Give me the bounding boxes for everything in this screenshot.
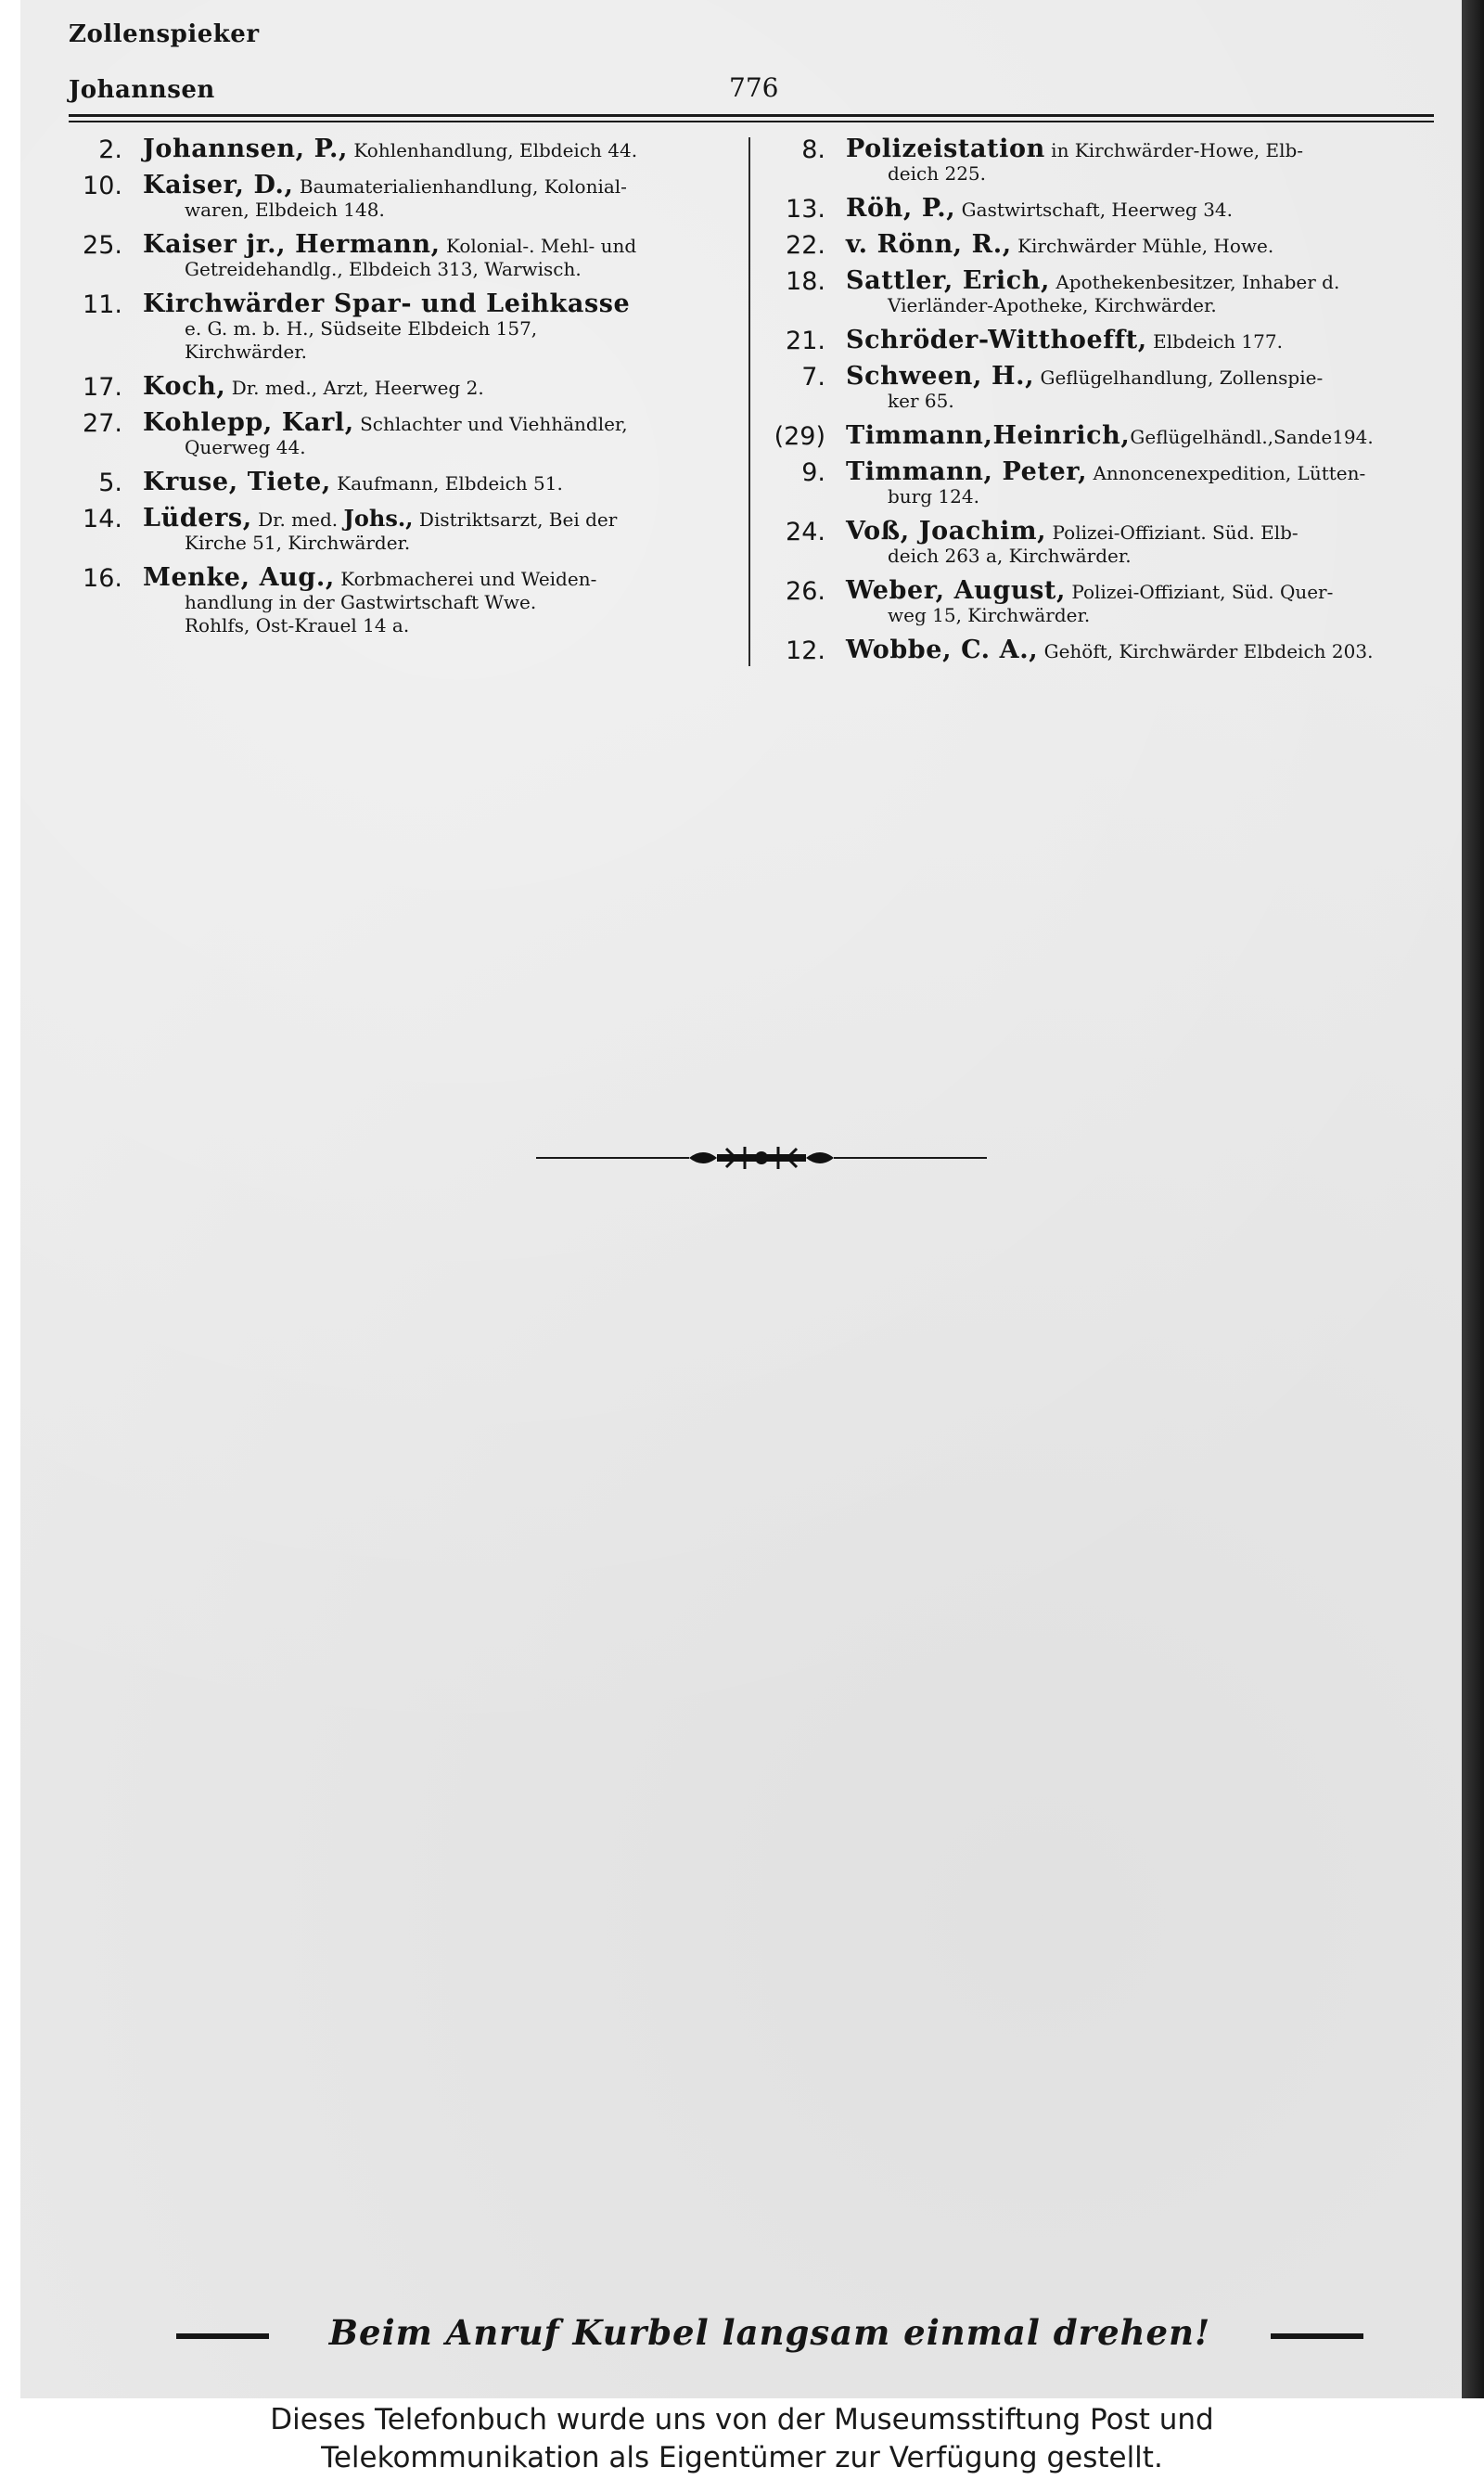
subscriber-details-cont: burg 124. <box>888 485 979 508</box>
footer-dash-right <box>1271 2333 1363 2339</box>
listing-entry <box>772 230 1438 260</box>
line-number: 11. <box>83 290 122 319</box>
subscriber-name: Röh, P., <box>846 194 956 223</box>
left-column <box>69 137 730 649</box>
subscriber-details: Distriktsarzt, Bei der <box>418 508 618 531</box>
subscriber-name: Kirchwärder Spar- und Leihkasse <box>143 289 631 318</box>
subscriber-name: v. Rönn, R., <box>846 230 1012 259</box>
line-number: 10. <box>83 172 122 200</box>
subscriber-details-cont: deich 225. <box>888 162 987 185</box>
subscriber-name: Weber, August, <box>846 576 1066 605</box>
ornament-divider-icon <box>536 1143 987 1173</box>
subscriber-details: Elbdeich 177. <box>1153 330 1283 353</box>
listing-entry <box>69 470 730 495</box>
line-number: 25. <box>83 231 122 260</box>
listing-entry <box>772 517 1438 568</box>
subscriber-details-cont: Querweg 44. <box>185 436 306 458</box>
header-rule-double <box>69 121 1434 122</box>
listing-entry <box>772 194 1438 224</box>
running-head-place: Zollenspieker <box>69 20 260 48</box>
subscriber-name: Wobbe, C. A., <box>846 636 1039 664</box>
subscriber-details: Dr. med. <box>258 508 339 531</box>
subscriber-details: Kaufmann, Elbdeich 51. <box>337 472 563 495</box>
line-number: 16. <box>83 564 122 593</box>
subscriber-name: Koch, <box>143 372 226 401</box>
line-number: 12. <box>786 636 825 665</box>
subscriber-name: Voß, Joachim, <box>846 517 1047 546</box>
line-number: 17. <box>83 373 122 402</box>
subscriber-details-cont: ker 65. <box>888 390 954 412</box>
subscriber-details: Kolonial-. Mehl- und <box>445 235 637 257</box>
subscriber-name: Schröder-Witthoefft, <box>846 326 1147 354</box>
footer-instruction <box>176 2312 1363 2358</box>
header-rule <box>69 114 1434 117</box>
line-number: 21. <box>786 327 825 355</box>
subscriber-details: Baumaterialienhandlung, Kolonial- <box>299 175 627 198</box>
line-number: 13. <box>786 195 825 224</box>
subscriber-name: Sattler, Erich, <box>846 266 1050 295</box>
subscriber-details-cont: Vierländer-Apotheke, Kirchwärder. <box>888 294 1217 316</box>
listing-entry <box>772 328 1438 353</box>
subscriber-name: Schween, H., <box>846 362 1035 391</box>
listing-entry <box>69 563 730 637</box>
listing-entry <box>772 457 1438 508</box>
subscriber-details: Gehöft, Kirchwärder Elbdeich 203. <box>1043 640 1374 662</box>
subscriber-details-cont: Rohlfs, Ost-Krauel 14 a. <box>185 614 410 636</box>
subscriber-details: Polizei-Offiziant, Süd. Quer- <box>1071 581 1334 603</box>
subscriber-name: Johannsen, P., <box>143 135 349 163</box>
subscriber-details-cont: e. G. m. b. H., Südseite Elbdeich 157, <box>185 317 538 340</box>
line-number: 14. <box>83 505 122 533</box>
subscriber-details-cont: Kirchwärder. <box>185 341 307 363</box>
listing-entry <box>69 289 730 364</box>
subscriber-details: Geflügelhandlung, Zollenspie- <box>1040 366 1324 389</box>
listing-entry <box>772 137 1438 186</box>
subscriber-details: in Kirchwärder-Howe, Elb- <box>1051 139 1304 161</box>
subscriber-name: Kaiser, D., <box>143 171 294 199</box>
subscriber-name: Lüders, <box>143 504 252 533</box>
subscriber-details: Annoncenexpedition, Lütten- <box>1093 462 1366 484</box>
running-head-surname: Johannsen <box>69 76 215 104</box>
listing-entry <box>772 362 1438 413</box>
footer-instruction-text: Beim Anruf Kurbel langsam einmal drehen! <box>328 2312 1211 2353</box>
subscriber-details: Geflügelhändl.,Sande194. <box>1130 426 1374 448</box>
attribution-line-2: Telekommunikation als Eigentümer zur Verfügung gestellt. <box>321 2441 1163 2474</box>
attribution-caption <box>0 2401 1484 2480</box>
line-number: 5. <box>98 469 122 497</box>
subscriber-name: Timmann,Heinrich, <box>846 421 1131 450</box>
listing-entry <box>69 173 730 222</box>
line-number: 27. <box>83 409 122 438</box>
subscriber-details-cont: Getreidehandlg., Elbdeich 313, Warwisch. <box>185 258 582 280</box>
page-number: 776 <box>729 72 779 103</box>
subscriber-details: Apothekenbesitzer, Inhaber d. <box>1055 271 1340 293</box>
subscriber-details-cont: Kirche 51, Kirchwärder. <box>185 532 411 554</box>
subscriber-first-name: Johs., <box>343 505 414 532</box>
listing-entry <box>69 408 730 459</box>
line-number: 18. <box>786 267 825 296</box>
column-divider <box>748 137 750 666</box>
line-number: 22. <box>786 231 825 260</box>
listing-entry <box>69 504 730 555</box>
attribution-line-1: Dieses Telefonbuch wurde uns von der Museumsstiftung Post und <box>270 2403 1214 2436</box>
footer-dash-left <box>176 2333 269 2339</box>
subscriber-details: Dr. med., Arzt, Heerweg 2. <box>231 377 484 399</box>
line-number: 7. <box>801 363 825 392</box>
line-number: 26. <box>786 577 825 606</box>
listing-entry <box>772 576 1438 627</box>
subscriber-name: Kaiser jr., Hermann, <box>143 230 441 259</box>
listing-entry <box>772 638 1438 663</box>
subscriber-details: Kohlenhandlung, Elbdeich 44. <box>353 139 638 161</box>
subscriber-name: Kohlepp, Karl, <box>143 408 354 437</box>
subscriber-details: Polizei-Offiziant. Süd. Elb- <box>1052 521 1298 544</box>
listing-entry <box>772 421 1438 451</box>
subscriber-name: Polizeistation <box>846 135 1045 163</box>
listing-entry <box>69 372 730 402</box>
subscriber-details-cont: deich 263 a, Kirchwärder. <box>888 545 1132 567</box>
subscriber-name: Timmann, Peter, <box>846 457 1088 486</box>
subscriber-details: Kirchwärder Mühle, Howe. <box>1017 235 1274 257</box>
line-number: (29) <box>774 422 825 451</box>
right-column <box>772 137 1438 675</box>
subscriber-details-cont: waren, Elbdeich 148. <box>185 199 385 221</box>
subscriber-name: Kruse, Tiete, <box>143 468 331 496</box>
subscriber-details: Korbmacherei und Weiden- <box>340 568 597 590</box>
subscriber-details: Schlachter und Viehhändler, <box>360 413 628 435</box>
subscriber-details-cont: weg 15, Kirchwärder. <box>888 604 1091 626</box>
line-number: 8. <box>801 135 825 164</box>
listing-entry <box>69 137 730 162</box>
subscriber-details-cont: handlung in der Gastwirtschaft Wwe. <box>185 591 537 613</box>
line-number: 9. <box>801 458 825 487</box>
subscriber-name: Menke, Aug., <box>143 563 335 592</box>
line-number: 24. <box>786 518 825 546</box>
subscriber-details: Gastwirtschaft, Heerweg 34. <box>961 199 1234 221</box>
listing-entry <box>772 266 1438 317</box>
line-number: 2. <box>98 135 122 164</box>
listing-entry <box>69 230 730 281</box>
page-edge-shadow <box>1462 0 1484 2398</box>
